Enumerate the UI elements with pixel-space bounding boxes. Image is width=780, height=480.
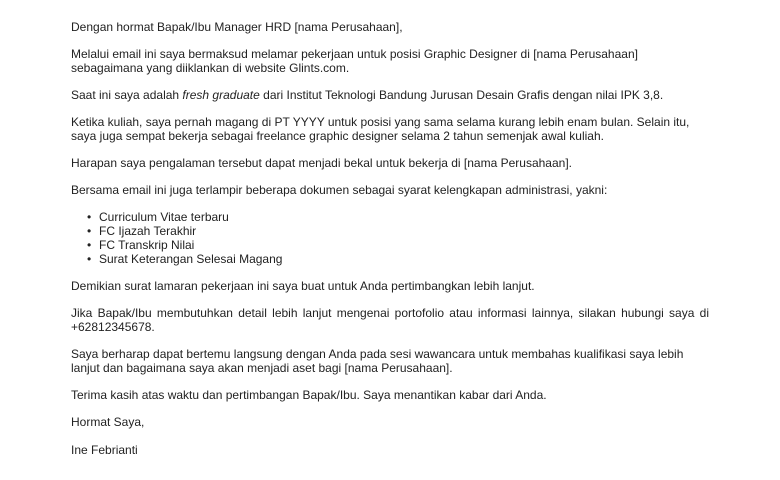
letter-closing: Hormat Saya, (71, 415, 145, 429)
emphasis-fresh-graduate: fresh graduate (182, 88, 260, 102)
attachments-list (71, 210, 709, 266)
paragraph-education (71, 88, 709, 102)
paragraph-attachments-intro: Bersama email ini juga terlampir beberapa dokumen sebagai syarat kelengkapan administrasi, yakni: (71, 183, 608, 197)
paragraph-interview: Saya berharap dapat bertemu langsung dengan Anda pada sesi wawancara untuk membahas kualifikasi saya lebih lanjut dan bagaimana saya akan menjadi aset bagi [nama Perusahaan]. (71, 347, 684, 375)
paragraph-education-tail: dari Institut Teknologi Bandung Jurusan Desain Grafis dengan nilai IPK 3,8. (259, 88, 664, 102)
list-item-label: FC Transkrip Nilai (99, 238, 195, 252)
paragraph-consideration: Demikian surat lamaran pekerjaan ini saya buat untuk Anda pertimbangkan lebih lanjut. (71, 279, 535, 293)
bullet-icon: • (87, 210, 92, 224)
paragraph-thanks: Terima kasih atas waktu dan pertimbangan Bapak/Ibu. Saya menantikan kabar dari Anda. (71, 388, 547, 402)
paragraph-experience: Ketika kuliah, saya pernah magang di PT YYYY untuk posisi yang sama selama kurang lebih enam bulan. Selain itu, saya juga sempat bekerja sebagai freelance graphic designer selama 2 tahun semenjak awal kuliah. (71, 115, 690, 143)
list-item-label: Curriculum Vitae terbaru (99, 210, 229, 224)
paragraph-contact: Jika Bapak/Ibu membutuhkan detail lebih lanjut mengenai portofolio atau informasi lainnya, silakan hubungi saya di +62812345678. (71, 306, 709, 334)
letter-salutation: Dengan hormat Bapak/Ibu Manager HRD [nama Perusahaan], (71, 20, 403, 34)
paragraph-hope: Harapan saya pengalaman tersebut dapat menjadi bekal untuk bekerja di [nama Perusahaan]. (71, 156, 572, 170)
list-item (87, 210, 709, 224)
bullet-icon: • (87, 224, 92, 238)
cover-letter (71, 20, 709, 470)
list-item (87, 252, 709, 266)
list-item-label: FC Ijazah Terakhir (99, 224, 197, 238)
list-item (87, 224, 709, 238)
bullet-icon: • (87, 238, 92, 252)
list-item-label: Surat Keterangan Selesai Magang (99, 252, 283, 266)
paragraph-education-lead: Saat ini saya adalah (71, 88, 183, 102)
paragraph-intent: Melalui email ini saya bermaksud melamar pekerjaan untuk posisi Graphic Designer di [nama Perusahaan] sebagaimana yang diiklankan di website Glints.com. (71, 47, 638, 75)
bullet-icon: • (87, 252, 92, 266)
signature-name: Ine Febrianti (71, 443, 138, 457)
list-item (87, 238, 709, 252)
